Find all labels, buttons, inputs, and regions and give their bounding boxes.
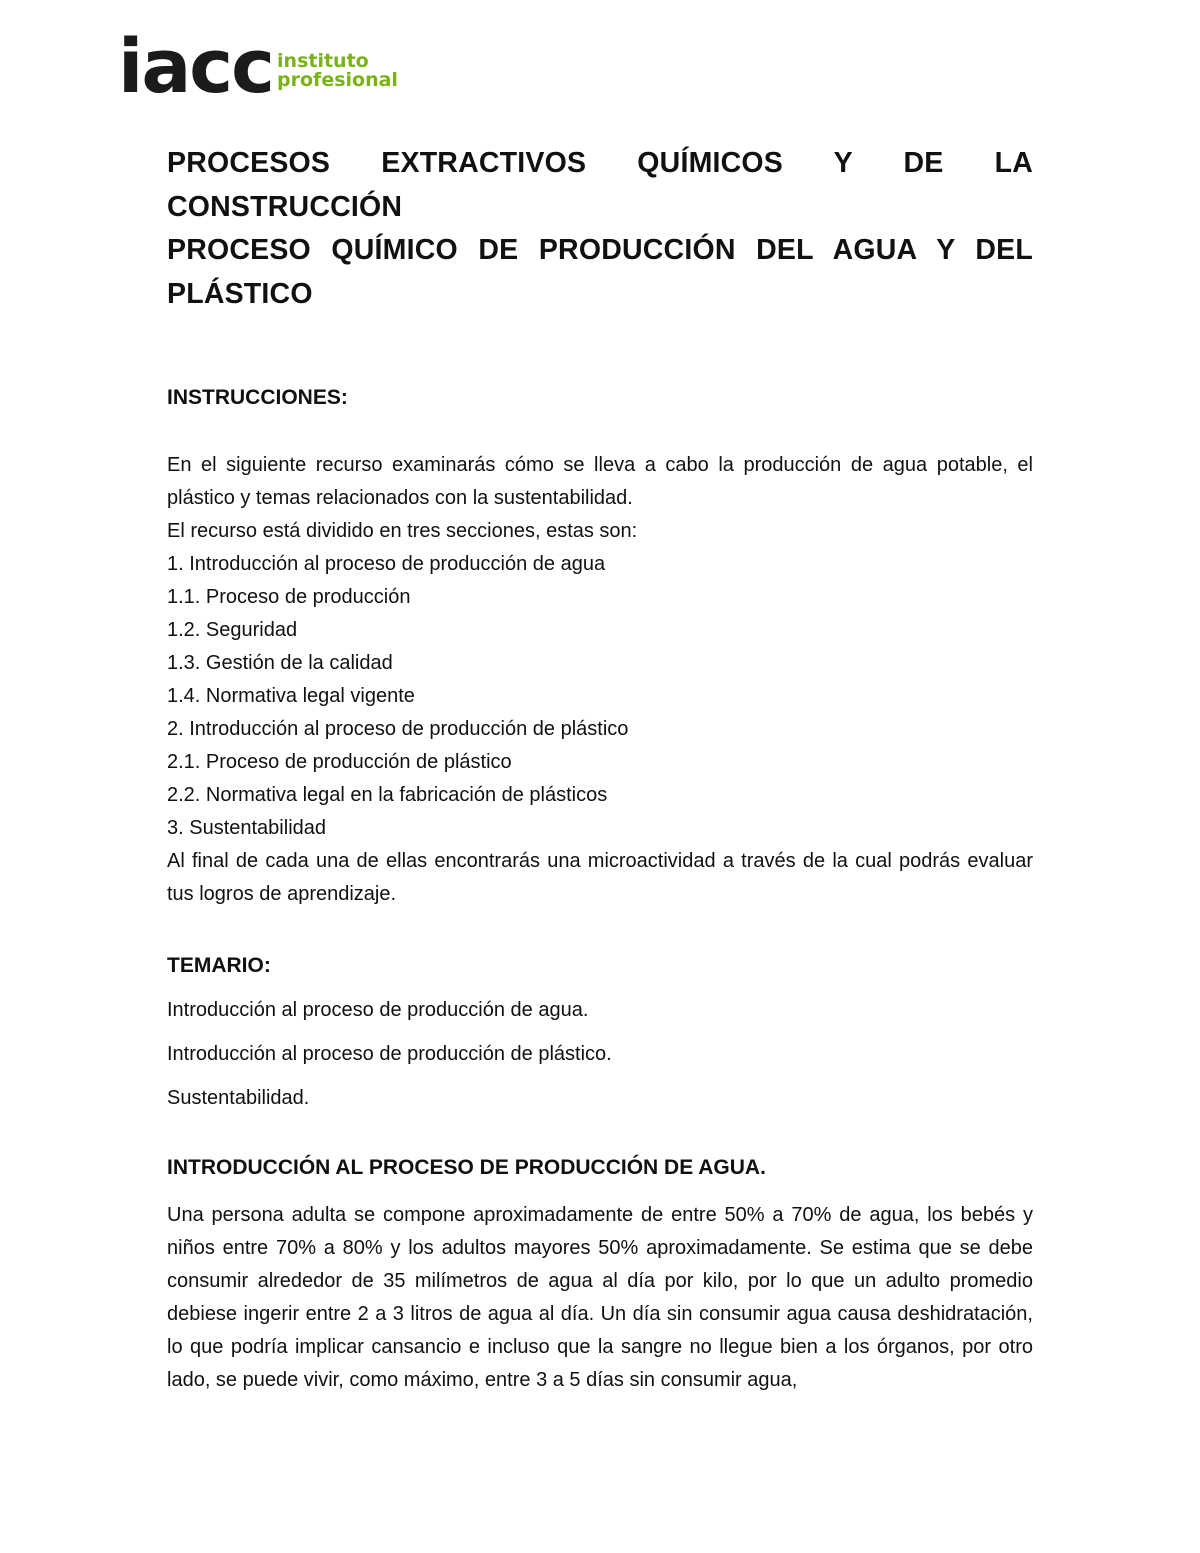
temario-heading: TEMARIO:: [167, 954, 271, 977]
list-item: 3. Sustentabilidad: [167, 817, 327, 839]
logo-line-instituto: instituto: [277, 50, 369, 72]
title-line-4: PLÁSTICO: [167, 277, 313, 310]
title-line-2: CONSTRUCCIÓN: [167, 190, 403, 223]
list-item: 1. Introducción al proceso de producción de agua: [167, 553, 606, 575]
document-page: [167, 142, 1033, 1397]
temario-item: Introducción al proceso de producción de plástico.: [167, 1043, 612, 1065]
instructions-list: [167, 548, 1033, 845]
section-1-paragraph: Una persona adulta se compone aproximadamente de entre 50% a 70% de agua, los bebés y niños entre 70% a 80% y los adultos mayores 50% aproximadamente. Se estima que se debe consumir alrededor de 35 milímetros de agua al día por kilo, por lo que un adulto promedio debiese ingerir entre 2 a 3 litros de agua al día. Un día sin consumir agua causa deshidratación, lo que podría implicar cansancio e incluso que la sangre no llegue bien a los órganos, por otro lado, se puede vivir, como máximo, entre 3 a 5 días sin consumir agua,: [167, 1204, 1033, 1391]
instructions-sections-intro: El recurso está dividido en tres secciones, estas son:: [167, 520, 638, 542]
temario-item: Introducción al proceso de producción de agua.: [167, 999, 589, 1021]
section-1-heading: INTRODUCCIÓN AL PROCESO DE PRODUCCIÓN DE AGUA.: [167, 1156, 766, 1179]
list-item: 1.1. Proceso de producción: [167, 586, 411, 608]
instructions-heading: INSTRUCCIONES:: [167, 386, 348, 409]
list-item: 1.4. Normativa legal vigente: [167, 685, 415, 707]
document-title: [167, 142, 1033, 316]
iacc-logo: [118, 24, 398, 110]
list-item: 1.2. Seguridad: [167, 619, 298, 641]
list-item: 2.1. Proceso de producción de plástico: [167, 751, 512, 773]
list-item: 2.2. Normativa legal en la fabricación de plásticos: [167, 784, 608, 806]
logo-mark: iacc: [118, 24, 274, 110]
logo-text: [277, 52, 398, 90]
title-line-3: PROCESO QUÍMICO DE PRODUCCIÓN DEL AGUA Y DEL: [167, 234, 1033, 266]
list-item: 1.3. Gestión de la calidad: [167, 652, 393, 674]
title-line-1: PROCESOS EXTRACTIVOS QUÍMICOS Y DE LA: [167, 147, 1033, 179]
list-item: 2. Introducción al proceso de producción de plástico: [167, 718, 629, 740]
logo-line-profesional: profesional: [277, 69, 398, 91]
instructions-intro: En el siguiente recurso examinarás cómo se lleva a cabo la producción de agua potable, el plástico y temas relacionados con la sustentabilidad.: [167, 454, 1033, 509]
temario-item: Sustentabilidad.: [167, 1087, 310, 1109]
instructions-closing: Al final de cada una de ellas encontrarás una microactividad a través de la cual podrás evaluar tus logros de aprendizaje.: [167, 850, 1033, 905]
